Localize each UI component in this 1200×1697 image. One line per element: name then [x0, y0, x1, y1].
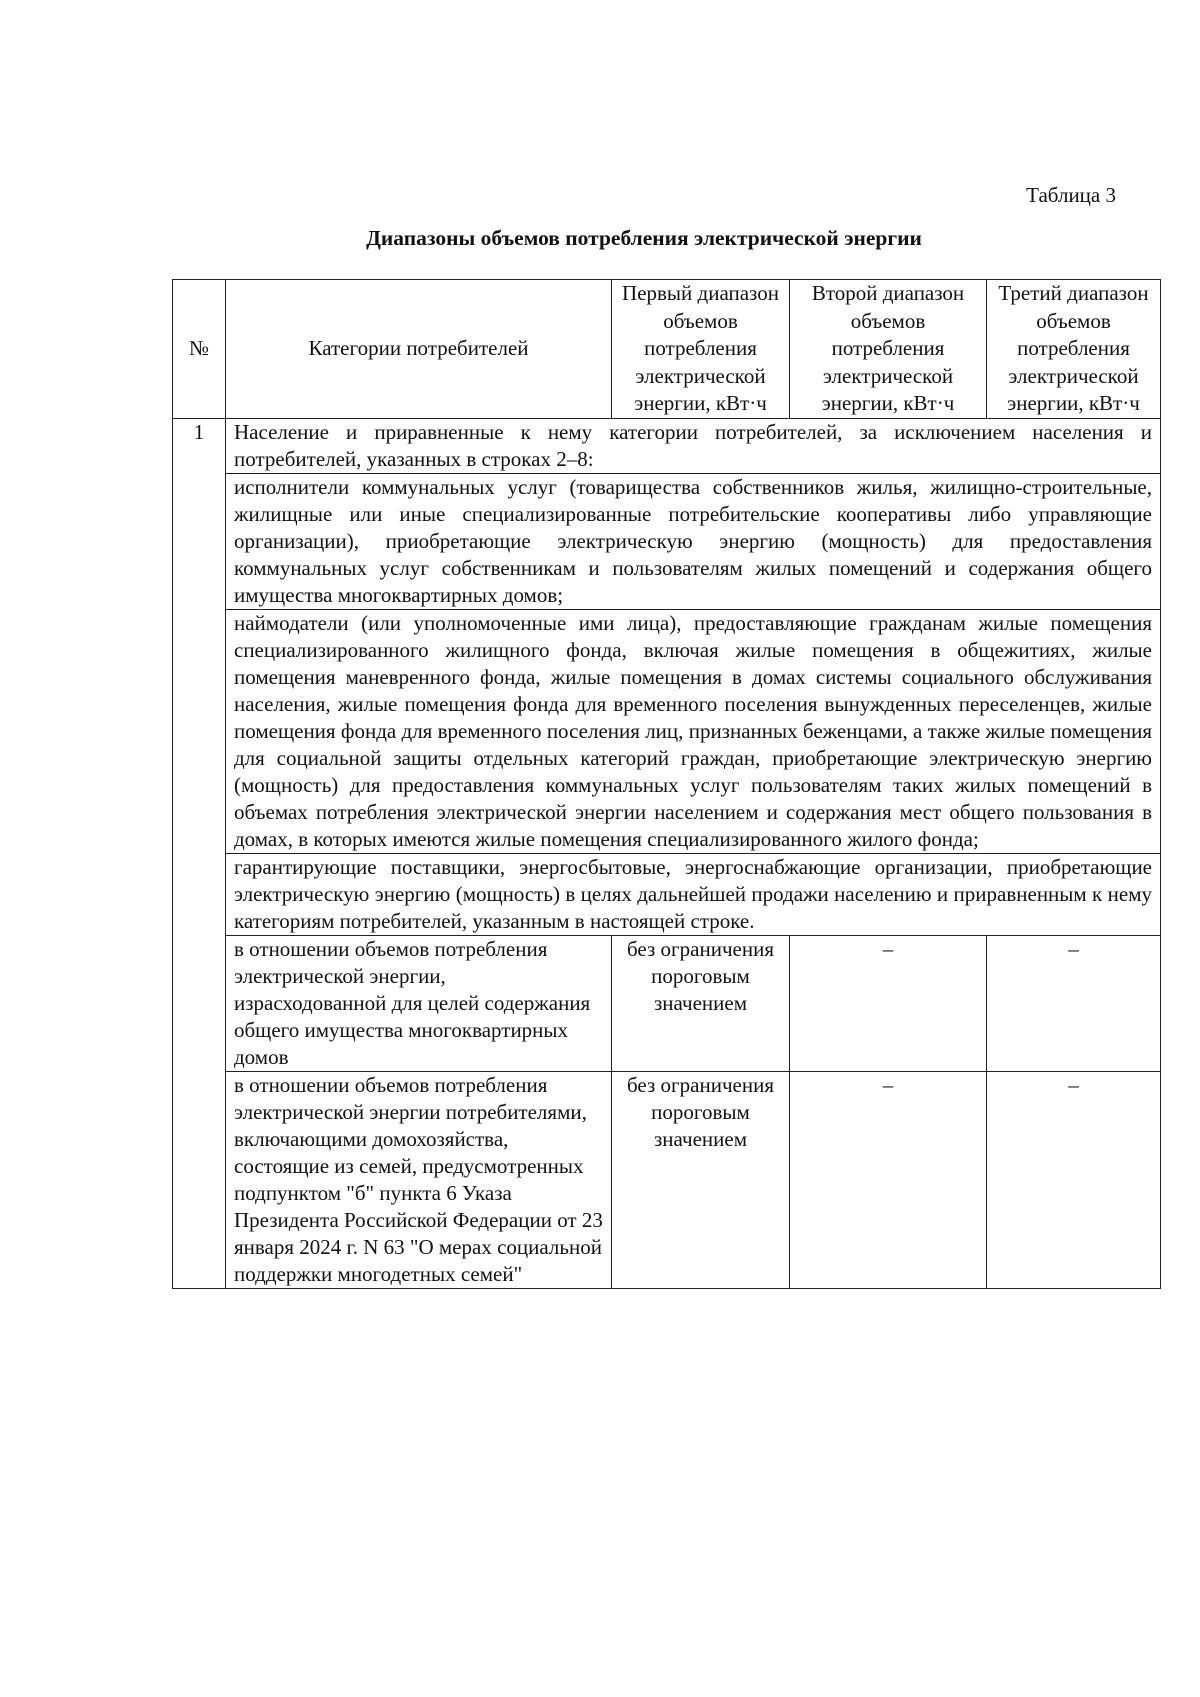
subrow-category: в отношении объемов потребления электрической энергии, израсходованной для целей содержания общего имущества многоквартирных домов	[226, 935, 612, 1071]
subrow-category: в отношении объемов потребления электрической энергии потребителями, включающими домохозяйства, состоящие из семей, предусмотренных подпунктом "б" пункта 6 Указа Президента Российской Федерации от 23 января 2024 г. N 63 "О мерах социальной поддержки многодетных семей"	[226, 1071, 612, 1288]
table-row	[173, 609, 1161, 853]
subrow-range-3: –	[987, 935, 1161, 1071]
consumption-ranges-table	[172, 279, 1161, 1289]
table-row	[173, 473, 1161, 609]
paragraph-landlords: наймодатели (или уполномоченные ими лица), предоставляющие гражданам жилые помещения специализированного жилищного фонда, включая жилые помещения в общежитиях, жилые помещения маневренного фонда, жилые помещения в домах системы социального обслуживания населения, жилые помещения фонда для временного поселения вынужденных переселенцев, жилые помещения фонда для временного поселения лиц, признанных беженцами, а также жилые помещения для социальной защиты отдельных категорий граждан, приобретающие электрическую энергию (мощность) для предоставления коммунальных услуг пользователям таких жилых помещений в объемах потребления электрической энергии населением и содержания мест общего пользования в домах, в которых имеются жилые помещения специализированного жилого фонда;	[226, 609, 1161, 853]
header-category: Категории потребителей	[226, 280, 612, 419]
paragraph-utility-providers: исполнители коммунальных услуг (товарищества собственников жилья, жилищно-строительные, жилищные или иные специализированные потребительские кооперативы либо управляющие организации), приобретающие электрическую энергию (мощность) для предоставления коммунальных услуг собственникам и пользователям жилых помещений и содержания общего имущества многоквартирных домов;	[226, 473, 1161, 609]
table-row	[173, 1071, 1161, 1288]
header-range-3: Третий диапазон объемов потребления электрической энергии, кВт·ч	[987, 280, 1161, 419]
subrow-range-1: без ограничения пороговым значением	[612, 935, 790, 1071]
subrow-range-2: –	[790, 1071, 987, 1288]
header-range-1: Первый диапазон объемов потребления электрической энергии, кВт·ч	[612, 280, 790, 419]
paragraph-suppliers: гарантирующие поставщики, энергосбытовые, энергоснабжающие организации, приобретающие электрическую энергию (мощность) в целях дальнейшей продажи населению и приравненным к нему категориям потребителей, указанным в настоящей строке.	[226, 853, 1161, 935]
table-header-row	[173, 280, 1161, 419]
row-title: Население и приравненные к нему категории потребителей, за исключением населения и потребителей, указанных в строках 2–8:	[226, 418, 1161, 473]
subrow-range-3: –	[987, 1071, 1161, 1288]
header-number: №	[173, 280, 226, 419]
header-range-2: Второй диапазон объемов потребления электрической энергии, кВт·ч	[790, 280, 987, 419]
row-number: 1	[173, 418, 226, 1288]
table-row	[173, 935, 1161, 1071]
subrow-range-2: –	[790, 935, 987, 1071]
table-row	[173, 853, 1161, 935]
document-title: Диапазоны объемов потребления электрической энергии	[366, 226, 922, 250]
table-number-label: Таблица 3	[1026, 183, 1116, 207]
subrow-range-1: без ограничения пороговым значением	[612, 1071, 790, 1288]
table-row	[173, 418, 1161, 473]
